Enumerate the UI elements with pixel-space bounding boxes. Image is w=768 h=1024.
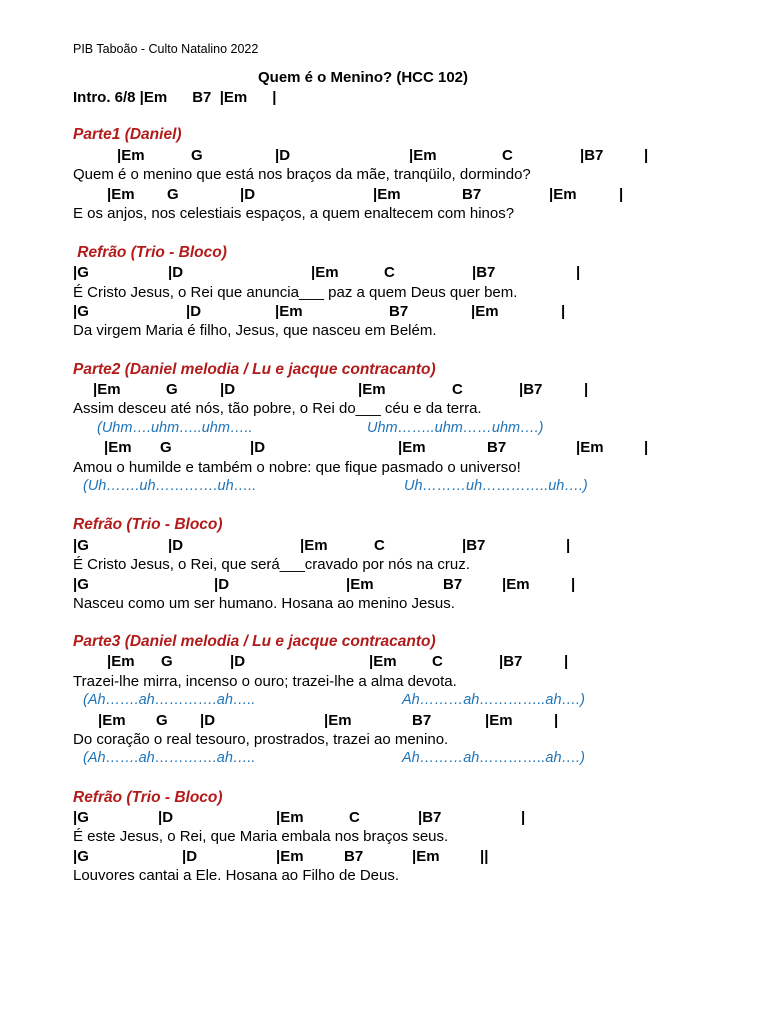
chord: |G	[73, 303, 89, 320]
chord: |D	[250, 439, 266, 456]
chord: |Em	[549, 186, 577, 203]
chord: |	[521, 809, 526, 826]
chord: |D	[275, 147, 291, 164]
chord: G	[167, 186, 179, 203]
lyric-line: É Cristo Jesus, o Rei, que será___cravado por nós na cruz.	[73, 556, 470, 573]
chord: |	[644, 439, 649, 456]
chord: G	[161, 653, 173, 670]
chord: |Em	[311, 264, 339, 281]
chord: |D	[220, 381, 236, 398]
countermelody-text: (Uhm….uhm…..uhm…..	[97, 420, 253, 436]
chord: |Em	[117, 147, 145, 164]
chord: C	[432, 653, 443, 670]
chord-line	[0, 148, 768, 166]
chord: |G	[73, 537, 89, 554]
section-heading-parte2: Parte2 (Daniel melodia / Lu e jacque contracanto)	[73, 361, 436, 378]
chord-line	[0, 304, 768, 322]
countermelody-text: Uhm……..uhm……uhm….)	[367, 420, 544, 436]
chord: |Em	[276, 809, 304, 826]
chord: |B7	[499, 653, 523, 670]
section-heading-parte1: Parte1 (Daniel)	[73, 126, 182, 143]
countermelody-text: (Ah…….ah………….ah…..	[83, 692, 256, 708]
chord: B7	[487, 439, 507, 456]
chord-line	[0, 187, 768, 205]
lyric-line: Amou o humilde e também o nobre: que fique pasmado o universo!	[73, 459, 521, 476]
lyric-line: E os anjos, nos celestiais espaços, a quem enaltecem com hinos?	[73, 205, 515, 222]
chord: |Em	[276, 848, 304, 865]
chord: |D	[240, 186, 256, 203]
chord: |	[554, 712, 559, 729]
countermelody-text: Ah………ah…………..ah….)	[402, 692, 585, 708]
chord: |B7	[580, 147, 604, 164]
chord: |	[566, 537, 571, 554]
chord-line	[0, 577, 768, 595]
chord: |Em	[98, 712, 126, 729]
chord: |Em	[576, 439, 604, 456]
countermelody-text: Uh………uh…………..uh….)	[404, 478, 588, 494]
chord: |Em	[275, 303, 303, 320]
chord: |Em	[485, 712, 513, 729]
chord: C	[349, 809, 360, 826]
countermelody-text: Ah………ah…………..ah….)	[402, 750, 585, 766]
chord: |	[571, 576, 576, 593]
chord: |D	[168, 264, 184, 281]
chord: |Em	[471, 303, 499, 320]
countermelody-line	[0, 479, 768, 497]
chord: B7	[344, 848, 364, 865]
chord: |D	[182, 848, 198, 865]
chord: |	[561, 303, 566, 320]
chord: C	[384, 264, 395, 281]
chord: G	[191, 147, 203, 164]
lyric-line: Nasceu como um ser humano. Hosana ao menino Jesus.	[73, 595, 455, 612]
chord: |	[619, 186, 624, 203]
chord-line	[0, 713, 768, 731]
chord: |Em	[409, 147, 437, 164]
chord: |G	[73, 848, 89, 865]
chord: G	[166, 381, 178, 398]
countermelody-text: (Uh…….uh………….uh…..	[83, 478, 257, 494]
chord: |G	[73, 576, 89, 593]
chord: B7	[462, 186, 482, 203]
chord: ||	[480, 848, 489, 865]
chord: |B7	[519, 381, 543, 398]
chord: G	[160, 439, 172, 456]
chord: |Em	[324, 712, 352, 729]
chord: |D	[214, 576, 230, 593]
countermelody-line	[0, 693, 768, 711]
chord: |Em	[107, 653, 135, 670]
lyric-line: Assim desceu até nós, tão pobre, o Rei do___ céu e da terra.	[73, 400, 482, 417]
chord: |Em	[502, 576, 530, 593]
chord: B7	[412, 712, 432, 729]
chord-line	[0, 382, 768, 400]
section-heading-parte3: Parte3 (Daniel melodia / Lu e jacque contracanto)	[73, 633, 436, 650]
chord: |D	[168, 537, 184, 554]
lyric-line: Da virgem Maria é filho, Jesus, que nasceu em Belém.	[73, 322, 437, 339]
lyric-line: Trazei-lhe mirra, incenso o ouro; trazei-lhe a alma devota.	[73, 673, 457, 690]
chord: |D	[200, 712, 216, 729]
chord: |Em	[104, 439, 132, 456]
chord-line	[0, 538, 768, 556]
chord: |Em	[369, 653, 397, 670]
chord: |B7	[418, 809, 442, 826]
chord: C	[374, 537, 385, 554]
chord: |G	[73, 264, 89, 281]
countermelody-line	[0, 751, 768, 769]
section-heading-refrao: Refrão (Trio - Bloco)	[73, 789, 223, 806]
chord: |	[576, 264, 581, 281]
chord: |D	[158, 809, 174, 826]
chord: |Em	[398, 439, 426, 456]
chord: |G	[73, 809, 89, 826]
chord-line	[0, 810, 768, 828]
chord: |Em	[373, 186, 401, 203]
intro-line: Intro. 6/8 |Em B7 |Em |	[73, 89, 277, 106]
chord: |B7	[472, 264, 496, 281]
lyric-line: É este Jesus, o Rei, que Maria embala nos braços seus.	[73, 828, 449, 845]
chord: C	[502, 147, 513, 164]
chord: |	[644, 147, 649, 164]
chord: |D	[230, 653, 246, 670]
chord: |B7	[462, 537, 486, 554]
chord-line	[0, 440, 768, 458]
chord: C	[452, 381, 463, 398]
chord-line	[0, 654, 768, 672]
countermelody-line	[0, 421, 768, 439]
chord: |Em	[358, 381, 386, 398]
chord: |	[564, 653, 569, 670]
chord: |Em	[107, 186, 135, 203]
chord-line	[0, 849, 768, 867]
song-title: Quem é o Menino? (HCC 102)	[258, 69, 469, 86]
chord: |Em	[412, 848, 440, 865]
chord-line	[0, 265, 768, 283]
lyric-line: É Cristo Jesus, o Rei que anuncia___ paz a quem Deus quer bem.	[73, 284, 518, 301]
chord: G	[156, 712, 168, 729]
countermelody-text: (Ah…….ah………….ah…..	[83, 750, 256, 766]
chord: |Em	[93, 381, 121, 398]
document-header: PIB Taboão - Culto Natalino 2022	[73, 42, 259, 56]
chord: B7	[389, 303, 409, 320]
chord: |Em	[346, 576, 374, 593]
lyric-line: Quem é o menino que está nos braços da mãe, tranqüilo, dormindo?	[73, 166, 531, 183]
chord: B7	[443, 576, 463, 593]
lyric-line: Do coração o real tesouro, prostrados, trazei ao menino.	[73, 731, 449, 748]
section-heading-refrao: Refrão (Trio - Bloco)	[73, 516, 223, 533]
chord: |D	[186, 303, 202, 320]
lyric-line: Louvores cantai a Ele. Hosana ao Filho de Deus.	[73, 867, 400, 884]
section-heading-refrao: Refrão (Trio - Bloco)	[73, 244, 227, 261]
chord: |	[584, 381, 589, 398]
chord: |Em	[300, 537, 328, 554]
